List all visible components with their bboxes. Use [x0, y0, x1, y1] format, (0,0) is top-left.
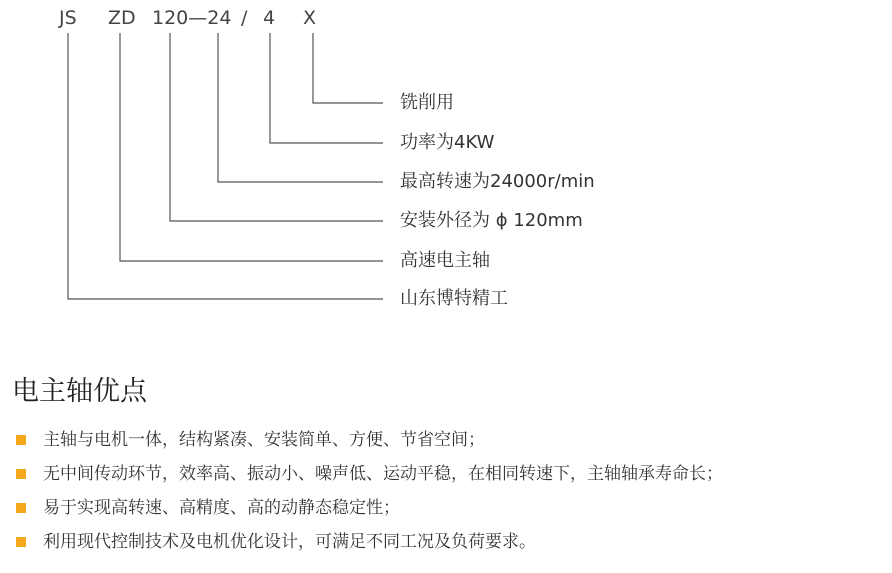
advantage-text: 易于实现高转速、高精度、高的动静态稳定性； — [43, 498, 400, 518]
code-token-zd: ZD — [108, 7, 136, 29]
leader-line-diameter — [170, 33, 383, 221]
advantage-text: 无中间传动环节，效率高、振动小、噪声低、运动平稳，在相同转速下，主轴轴承寿命长； — [43, 464, 723, 484]
leader-line-speed — [218, 33, 383, 182]
code-token-use: X — [303, 7, 317, 29]
advantage-text: 利用现代控制技术及电机优化设计，可满足不同工况及负荷要求。 — [43, 532, 536, 552]
leader-line-power — [270, 33, 383, 143]
leader-line-use — [313, 33, 383, 103]
code-token-slash: / — [241, 7, 248, 29]
leader-line-type — [120, 33, 383, 261]
square-bullet-icon — [16, 537, 26, 547]
code-token-diameter-speed: 120—24 — [152, 7, 232, 29]
advantage-text: 主轴与电机一体，结构紧凑、安装简单、方便、节省空间； — [43, 430, 485, 450]
code-token-power: 4 — [263, 7, 276, 29]
square-bullet-icon — [16, 503, 26, 513]
legend-label-use: 铣削用 — [400, 92, 454, 113]
leader-line-maker — [68, 33, 383, 299]
legend-label-type: 高速电主轴 — [400, 250, 490, 271]
section-title: 电主轴优点 — [12, 376, 147, 407]
square-bullet-icon — [16, 435, 26, 445]
legend-label-power: 功率为4KW — [400, 132, 495, 153]
legend-label-diameter: 安装外径为 ϕ 120mm — [400, 210, 583, 231]
square-bullet-icon — [16, 469, 26, 479]
legend-label-maker: 山东博特精工 — [400, 288, 508, 309]
legend-label-speed: 最高转速为24000r/min — [400, 171, 595, 192]
code-token-js: JS — [59, 7, 77, 29]
